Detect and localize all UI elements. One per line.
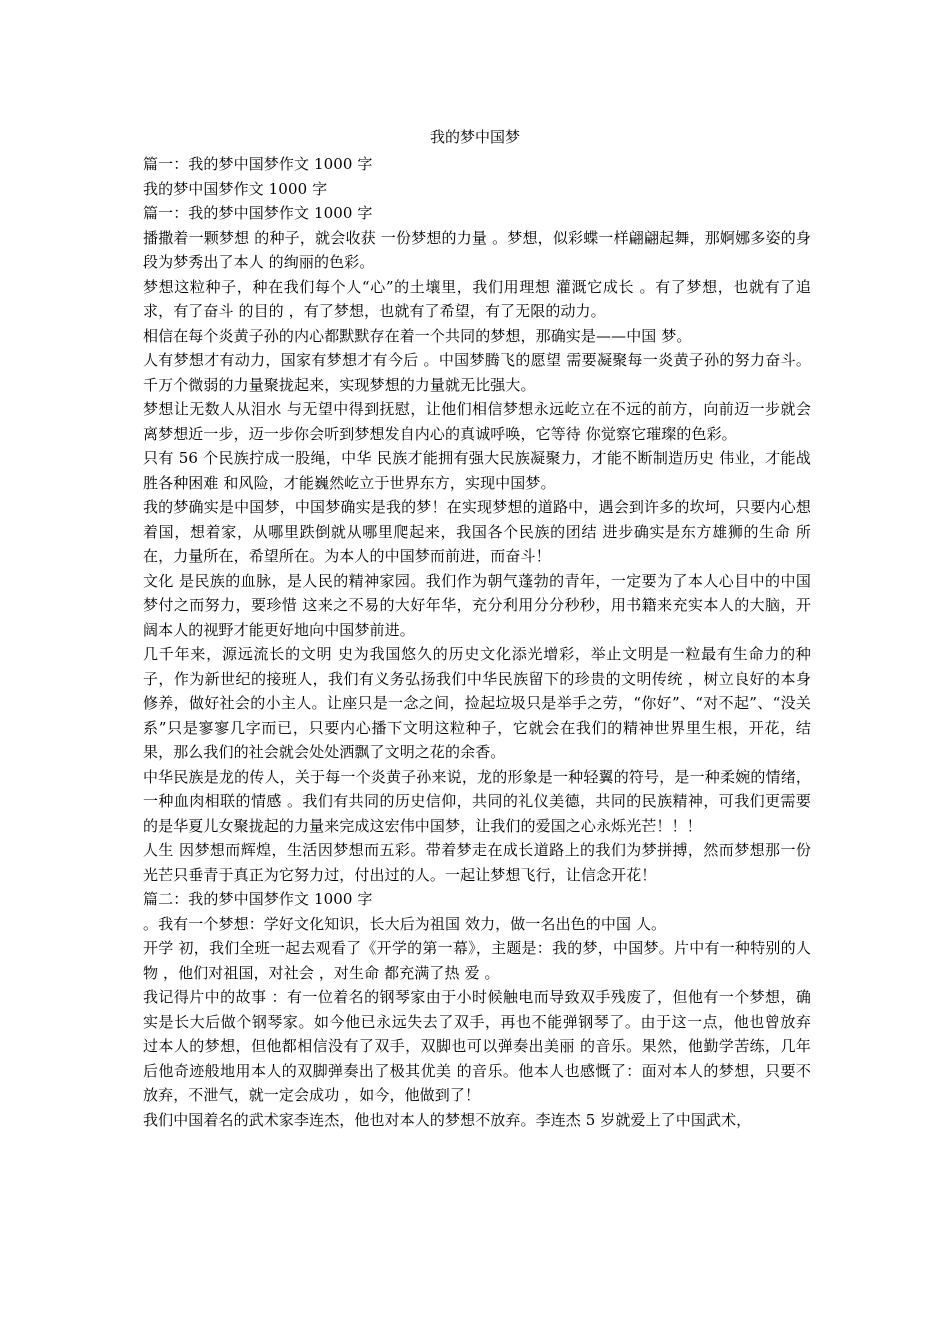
paragraph-11: 文化 是民族的血脉，是人民的精神家园。我们作为朝气蓬勃的青年，一定要为了本人心目中的中国梦付之而努力，要珍惜 这来之不易的大好年华，充分利用分分秒秒，用书籍来充实本人的大脑，开阔本人的视野才能更好地向中国梦前进。 — [143, 571, 811, 639]
paragraph-12: 几千年来，源远流长的文明 史为我国悠久的历史文化添光增彩，举止文明是一粒最有生命力的种子，作为新世纪的接班人，我们有义务弘扬我们中华民族留下的珍贵的文明传统 ，树立良好的本身修养，做好社会的小主人。让座只是一念之间，捡起垃圾只是举手之劳，“你好”、“对不起”、“没关系”只是寥寥几字而已，只要内心播下文明这粒种子，它就会在我们的精神世界里生根，开花，结果，那么我们的社会就会处处洒飘了文明之花的余香。 — [143, 645, 811, 761]
paragraph-19: 我们中国着名的武术家李连杰，他也对本人的梦想不放弃。李连杰 5 岁就爱上了中国武术， — [143, 1110, 752, 1129]
paragraph-3: 篇一：我的梦中国梦作文 1000 字 — [143, 204, 373, 222]
document-title: 我的梦中国梦 — [429, 128, 520, 146]
paragraph-14: 人生 因梦想而辉煌，生活因梦想而五彩。带着梦走在成长道路上的我们为梦拼搏，然而梦想那一份光芒只垂青于真正为它努力过，付出过的人。一起让梦想飞行，让信念开花！ — [143, 841, 811, 884]
paragraph-5: 梦想这粒种子，种在我们每个人“心”的土壤里，我们用理想 灌溉它成长 。有了梦想，也就有了追求，有了奋斗 的目的 ，有了梦想，也就有了希望，有了无限的动力。 — [143, 277, 811, 320]
paragraph-7: 人有梦想才有动力，国家有梦想才有今后 。中国梦腾飞的愿望 需要凝聚每一炎黄子孙的努力奋斗。千万个微弱的力量聚拢起来，实现梦想的力量就无比强大。 — [143, 351, 811, 394]
paragraph-10: 我的梦确实是中国梦，中国梦确实是我的梦！在实现梦想的道路中，遇会到许多的坎坷，只要内心想着国，想着家，从哪里跌倒就从哪里爬起来，我国各个民族的团结 进步确实是东方雄狮的生命 所在，力量所在，希望所在。为本人的中国梦而前进，而奋斗！ — [143, 498, 811, 565]
document-body — [143, 152, 811, 1132]
paragraph-13: 中华民族是龙的传人，关于每一个炎黄子孙来说，龙的形象是一种轻翼的符号，是一种柔婉的情绪，一种血肉相联的情感 。我们有共同的历史信仰，共同的礼仪美德，共同的民族精神，可我们更需要的是华夏儿女聚拢起的力量来完成这宏伟中国梦，让我们的爱国之心永烁光芒！！！ — [143, 767, 811, 835]
paragraph-9: 只有 56 个民族拧成一股绳，中华 民族才能拥有强大民族凝聚力，才能不断制造历史 伟业，才能战胜各种困难 和风险，才能巍然屹立于世界东方，实现中国梦。 — [143, 449, 811, 492]
paragraph-16: 。我有一个梦想：学好文化知识，长大后为祖国 效力，做一名出色的中国 人。 — [143, 914, 667, 933]
paragraph-8: 梦想让无数人从泪水 与无望中得到抚慰，让他们相信梦想永远屹立在不远的前方，向前迈一步就会离梦想近一步，迈一步你会听到梦想发自内心的真诚呼唤，它等待 你觉察它璀璨的色彩。 — [143, 400, 811, 443]
paragraph-6: 相信在每个炎黄子孙的内心都默默存在着一个共同的梦想，那确实是——中国 梦。 — [143, 326, 692, 345]
paragraph-1: 篇一：我的梦中国梦作文 1000 字 — [143, 155, 373, 173]
paragraph-18: 我记得片中的故事 ：有一位着名的钢琴家由于小时候触电而导致双手残废了，但他有一个梦想，确实是长大后做个钢琴家。如今他已永远失去了双手，再也不能弹钢琴了。由于这一点，他也曾放弃 过本人的梦想，但他都相信没有了双手，双脚也可以弹奏出美丽 的音乐。果然，他勤学苦练，几年后他奇迹般地用本人的双脚弹奏出了极其优美 的音乐。他本人也感慨了：面对本人的梦想，只要不放弃，不泄气，就一定会成功 ，如今，他做到了！ — [143, 988, 811, 1104]
paragraph-17: 开学 初，我们全班一起去观看了《开学的第一幕》，主题是：我的梦，中国梦。片中有一种特别的人物 ，他们对祖国，对社会 ，对生命 都充满了热 爱 。 — [143, 939, 811, 982]
paragraph-4: 播撒着一颗梦想 的种子，就会收获 一份梦想的力量 。梦想，似彩蝶一样翩翩起舞，那婀娜多姿的身段为梦秀出了本人 的绚丽的色彩。 — [143, 228, 811, 271]
paragraph-2: 我的梦中国梦作文 1000 字 — [143, 179, 328, 198]
paragraph-15: 篇二：我的梦中国梦作文 1000 字 — [143, 890, 373, 908]
